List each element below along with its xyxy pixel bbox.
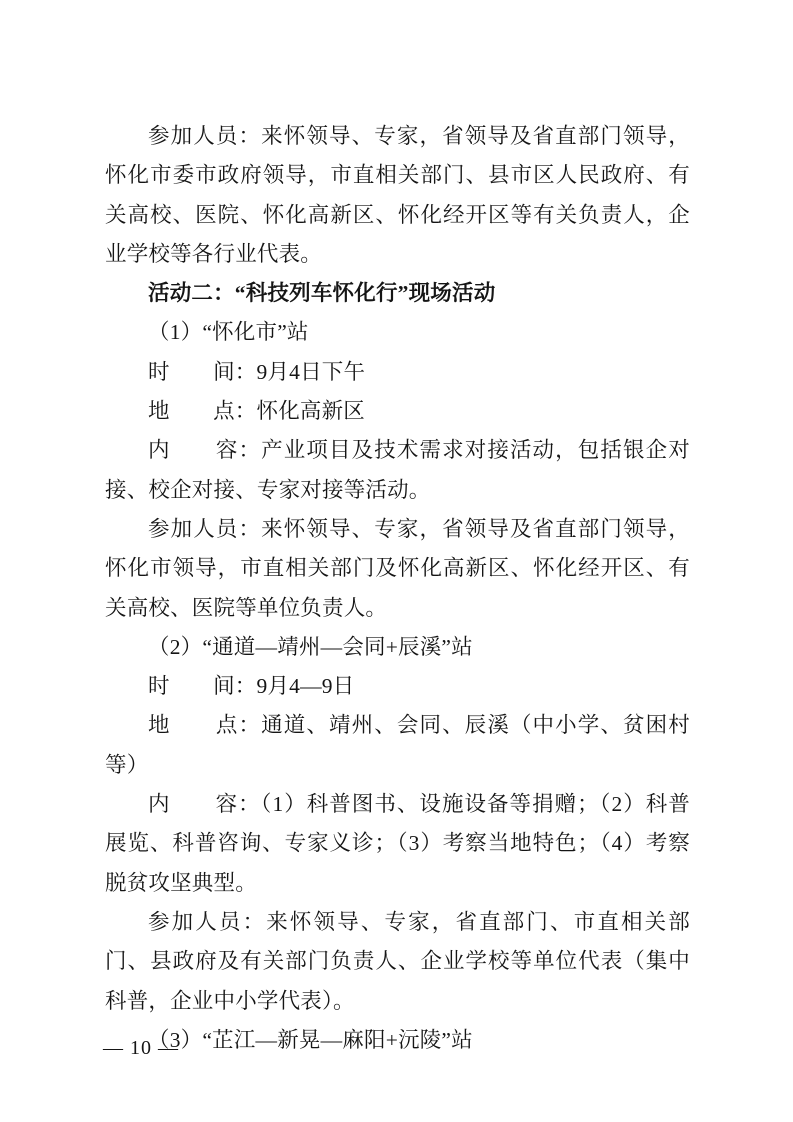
paragraph-participants-1: 参加人员：来怀领导、专家，省领导及省直部门领导，怀化市委市政府领导，市直相关部门、县市区人民政府、有关高校、医院、怀化高新区、怀化经开区等有关负责人，企业学校等各行业代表。 bbox=[105, 124, 690, 266]
station-title-1: （1）“怀化市”站 bbox=[148, 320, 309, 345]
time-line-station-2: 时 间：9月4—9日 bbox=[148, 674, 355, 699]
document-body bbox=[105, 117, 690, 1060]
paragraph-participants-3: 参加人员：来怀领导、专家，省直部门、市直相关部门、县政府及有关部门负责人、企业学校等单位代表（集中科普，企业中小学代表）。 bbox=[105, 909, 690, 1013]
station-title-3: （3）“芷江—新晃—麻阳+沅陵”站 bbox=[148, 1027, 473, 1052]
paragraph-participants-2: 参加人员：来怀领导、专家，省领导及省直部门领导，怀化市领导，市直相关部门及怀化高新区、怀化经开区、有关高校、医院等单位负责人。 bbox=[105, 516, 690, 620]
station-title-2: （2）“通道—靖州—会同+辰溪”站 bbox=[148, 634, 473, 659]
content-line-station-1: 内 容：产业项目及技术需求对接活动，包括银企对接、校企对接、专家对接等活动。 bbox=[105, 438, 690, 502]
section-heading-activity-2: 活动二：“科技列车怀化行”现场活动 bbox=[148, 281, 496, 306]
time-line-station-1: 时 间：9月4日下午 bbox=[148, 359, 366, 384]
location-line-station-2: 地 点：通道、靖州、会同、辰溪（中小学、贫困村等） bbox=[105, 713, 690, 777]
page-number: — 10 — bbox=[103, 1037, 179, 1059]
content-line-station-2: 内 容：（1）科普图书、设施设备等捐赠；（2）科普展览、科普咨询、专家义诊；（3）考察当地特色；（4）考察脱贫攻坚典型。 bbox=[105, 792, 690, 895]
location-line-station-1: 地 点：怀化高新区 bbox=[148, 399, 366, 424]
